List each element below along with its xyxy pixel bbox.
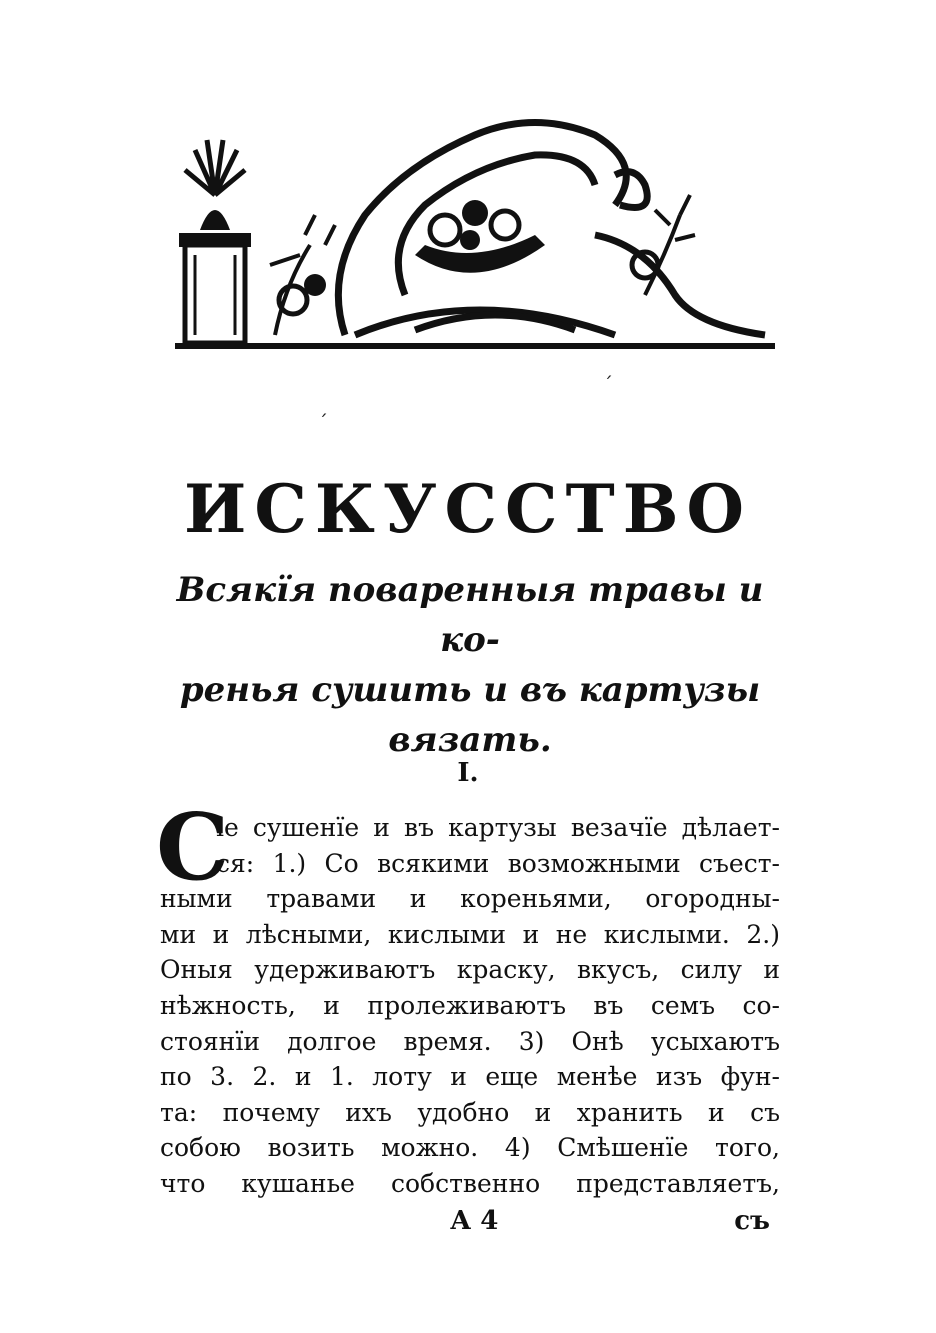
paragraph-line: по 3. 2. и 1. лоту и еще менѣе изъ фун-: [160, 1062, 780, 1092]
paragraph-line: стоянїи долгое время. 3) Онѣ усыхаютъ: [160, 1026, 780, 1056]
paragraph-line: ся: 1.) Со всякими возможными съест-: [216, 848, 780, 878]
rococo-scroll-ornament: [338, 123, 765, 336]
paragraph-line: что кушанье собственно представляетъ,: [160, 1168, 780, 1198]
paragraph-line: ie сушенїе и въ картузы везачїе дѣлает-: [216, 813, 780, 842]
section-number: I.: [457, 758, 479, 788]
flower-sprig-left: [270, 215, 335, 335]
catchword: съ: [734, 1206, 770, 1236]
ink-speck: ˊ: [318, 410, 328, 434]
paragraph-line: ми и лѣсными, кислыми и не кислыми. 2.): [160, 919, 780, 949]
fruit-basket-ornament: [415, 200, 545, 273]
body-paragraph: [160, 810, 780, 1202]
drop-cap: С: [156, 793, 230, 901]
signature-mark: А 4: [450, 1206, 499, 1236]
ink-speck: ˊ: [603, 372, 613, 396]
urn-pedestal-ornament: [179, 140, 251, 343]
paragraph-line: ными травами и кореньями, огородны-: [160, 884, 780, 914]
subtitle-line: вязать.: [388, 720, 552, 760]
paragraph-line: собою возить можно. 4) Смѣшенїе того,: [160, 1133, 780, 1163]
headpiece-ornament: [175, 95, 775, 355]
paragraph-line: Оныя удерживаютъ краску, вкусъ, силу и: [160, 955, 780, 985]
paragraph-line: та: почему ихъ удобно и хранить и съ: [160, 1097, 780, 1127]
page-title: ИСКУССТВО: [184, 470, 752, 548]
subtitle: [150, 565, 790, 765]
subtitle-line: ренья сушить и въ картузы: [179, 670, 761, 710]
subtitle-line: Всякїя поваренныя травы и ко-: [176, 570, 764, 660]
page-footer: [160, 1206, 780, 1246]
paragraph-line: нѣжность, и пролеживаютъ въ семъ со-: [160, 990, 780, 1020]
